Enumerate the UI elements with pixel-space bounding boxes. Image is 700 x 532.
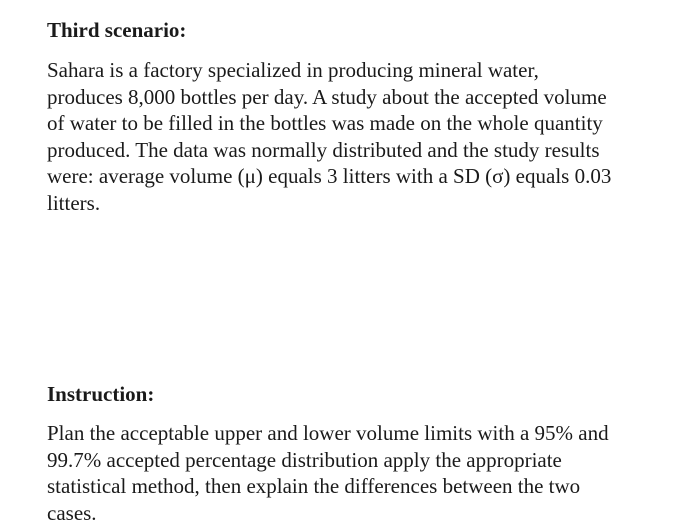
instruction-line: statistical method, then explain the differences between the two (47, 474, 581, 498)
scenario-line: produced. The data was normally distributed and the study results (47, 137, 600, 162)
scenario-line: Sahara is a factory specialized in producing mineral water, (47, 58, 539, 82)
scenario-paragraph (47, 57, 677, 216)
instruction-line: cases. (47, 500, 97, 525)
scenario-line: produces 8,000 bottles per day. A study about the accepted volume (47, 84, 607, 109)
scenario-line: of water to be filled in the bottles was made on the whole quantity (47, 111, 603, 135)
scenario-line: litters. (47, 190, 101, 215)
instruction-line: 99.7% accepted percentage distribution apply the appropriate (47, 447, 562, 472)
instruction-paragraph (47, 420, 677, 526)
scenario-heading: Third scenario: (47, 18, 187, 42)
scenario-line: were: average volume (μ) equals 3 litters with a SD (σ) equals 0.03 (47, 164, 612, 188)
instruction-line: Plan the acceptable upper and lower volume limits with a 95% and (47, 421, 609, 445)
instruction-heading: Instruction: (47, 382, 155, 406)
